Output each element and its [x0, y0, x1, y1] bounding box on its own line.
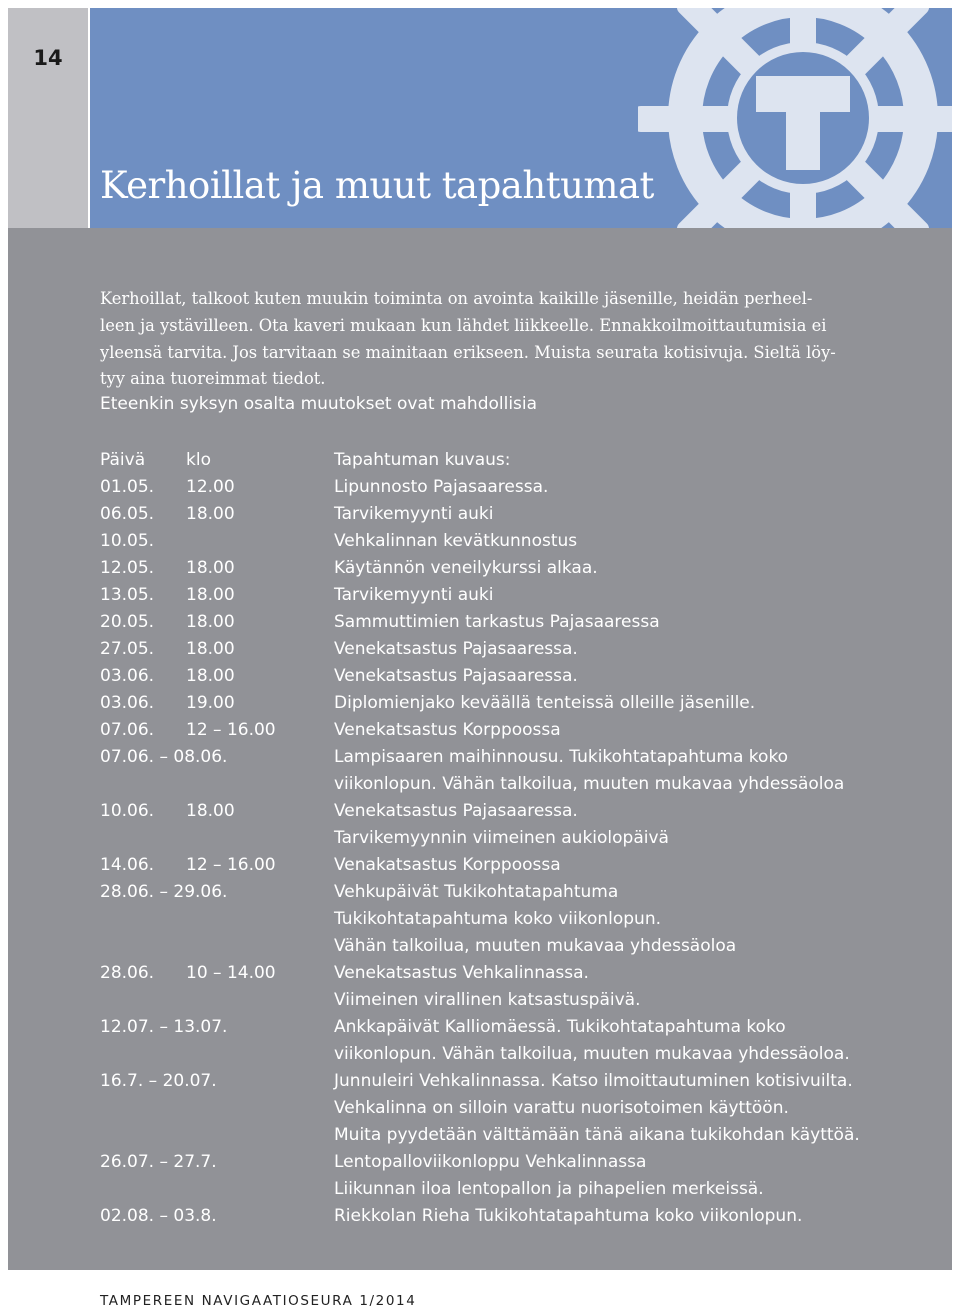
schedule-row: [100, 798, 930, 852]
event-description: Ankkapäivät Kalliomäessä. Tukikohtatapahtuma koko: [334, 1017, 786, 1037]
schedule-row: [100, 555, 930, 582]
event-time: 18.00: [186, 801, 235, 821]
ships-wheel-logo-icon: [638, 8, 952, 228]
event-description: Riekkolan Rieha Tukikohtatapahtuma koko viikonlopun.: [334, 1206, 803, 1226]
event-description: Venekatsastus Korppoossa: [334, 720, 561, 740]
intro-line: yleensä tarvita. Jos tarvitaan se mainitaan erikseen. Muista seurata kotisivuja. Sieltä löy-: [100, 342, 836, 362]
event-date: 01.05.: [100, 477, 155, 497]
event-date: 10.06.: [100, 801, 155, 821]
event-date: 28.06. – 29.06.: [100, 882, 228, 902]
schedule-row: [100, 1014, 930, 1068]
event-date: 16.7. – 20.07.: [100, 1071, 217, 1091]
schedule-header-row: [100, 447, 930, 474]
schedule-row: [100, 609, 930, 636]
schedule-row: [100, 1203, 930, 1230]
event-description: Venekatsastus Pajasaaressa.: [334, 666, 578, 686]
event-description: Vehkalinnan kevätkunnostus: [334, 531, 578, 551]
event-date: 13.05.: [100, 585, 155, 605]
event-date: 12.05.: [100, 558, 155, 578]
event-time: 18.00: [186, 504, 235, 524]
event-description: Vehkalinna on silloin varattu nuorisotoimen käyttöön.: [334, 1098, 789, 1118]
event-description: Muita pyydetään välttämään tänä aikana tukikohdan käyttöä.: [334, 1125, 860, 1145]
page-number: 14: [33, 46, 63, 70]
event-time: 12 – 16.00: [186, 855, 276, 875]
event-description: Tarvikemyynnin viimeinen aukiolopäivä: [334, 828, 669, 848]
event-description: Käytännön veneilykurssi alkaa.: [334, 558, 598, 578]
event-description: Venekatsastus Vehkalinnassa.: [334, 963, 589, 983]
event-description: viikonlopun. Vähän talkoilua, muuten mukavaa yhdessäoloa.: [334, 1044, 850, 1064]
event-description: Junnuleiri Vehkalinnassa. Katso ilmoittautuminen kotisivuilta.: [334, 1071, 853, 1091]
schedule-row: [100, 1068, 930, 1149]
header-description: Tapahtuman kuvaus:: [334, 450, 511, 470]
event-date: 14.06.: [100, 855, 155, 875]
event-description: Lentopalloviikonloppu Vehkalinnassa: [334, 1152, 647, 1172]
intro-paragraph: [100, 286, 930, 393]
schedule-row: [100, 636, 930, 663]
event-description: Tukikohtatapahtuma koko viikonlopun.: [334, 909, 662, 929]
event-description: Lampisaaren maihinnousu. Tukikohtatapahtuma koko: [334, 747, 789, 767]
event-description: Diplomienjako keväällä tenteissä olleille jäsenille.: [334, 693, 756, 713]
schedule-row: [100, 1149, 930, 1203]
event-date: 26.07. – 27.7.: [100, 1152, 217, 1172]
schedule-row: [100, 960, 930, 1014]
event-time: 10 – 14.00: [186, 963, 276, 983]
event-description: Venekatsastus Pajasaaressa.: [334, 639, 578, 659]
event-date: 10.05.: [100, 531, 155, 551]
event-description: viikonlopun. Vähän talkoilua, muuten mukavaa yhdessäoloa: [334, 774, 845, 794]
event-time: 18.00: [186, 585, 235, 605]
footer-publication: TAMPEREEN NAVIGAATIOSEURA 1/2014: [100, 1293, 417, 1309]
event-date: 07.06.: [100, 720, 155, 740]
header-band: [90, 8, 952, 228]
event-date: 20.05.: [100, 612, 155, 632]
event-date: 27.05.: [100, 639, 155, 659]
event-description: Tarvikemyynti auki: [334, 504, 494, 524]
schedule-row: [100, 582, 930, 609]
event-date: 03.06.: [100, 666, 155, 686]
schedule-row: [100, 528, 930, 555]
event-date: 07.06. – 08.06.: [100, 747, 228, 767]
schedule-row: [100, 690, 930, 717]
event-description: Viimeinen virallinen katsastuspäivä.: [334, 990, 641, 1010]
event-description: Tarvikemyynti auki: [334, 585, 494, 605]
event-date: 03.06.: [100, 693, 155, 713]
event-description: Lipunnosto Pajasaaressa.: [334, 477, 549, 497]
event-schedule: [100, 447, 930, 1230]
schedule-row: [100, 717, 930, 744]
schedule-row: [100, 501, 930, 528]
event-date: 12.07. – 13.07.: [100, 1017, 228, 1037]
event-time: 19.00: [186, 693, 235, 713]
event-time: 18.00: [186, 612, 235, 632]
event-time: 18.00: [186, 639, 235, 659]
event-date: 28.06.: [100, 963, 155, 983]
intro-line: tyy aina tuoreimmat tiedot.: [100, 369, 326, 389]
event-description: Sammuttimien tarkastus Pajasaaressa: [334, 612, 660, 632]
schedule-row: [100, 852, 930, 879]
event-time: 18.00: [186, 558, 235, 578]
header-time: klo: [186, 450, 211, 470]
event-time: 12 – 16.00: [186, 720, 276, 740]
header-date: Päivä: [100, 450, 146, 470]
event-description: Venakatsastus Korppoossa: [334, 855, 561, 875]
intro-line: leen ja ystävilleen. Ota kaveri mukaan kun lähdet liikkeelle. Ennakkoilmoittautumisia ei: [100, 315, 827, 335]
event-time: 18.00: [186, 666, 235, 686]
schedule-row: [100, 474, 930, 501]
schedule-row: [100, 744, 930, 798]
notice-text: Eteenkin syksyn osalta muutokset ovat mahdollisia: [100, 394, 538, 414]
intro-line: Kerhoillat, talkoot kuten muukin toiminta on avointa kaikille jäsenille, heidän perheel-: [100, 289, 813, 308]
event-description: Vehkupäivät Tukikohtatapahtuma: [334, 882, 619, 902]
event-description: Vähän talkoilua, muuten mukavaa yhdessäoloa: [334, 936, 737, 956]
schedule-row: [100, 879, 930, 960]
event-date: 02.08. – 03.8.: [100, 1206, 217, 1226]
page-number-tab: [8, 8, 88, 228]
event-time: 12.00: [186, 477, 235, 497]
event-date: 06.05.: [100, 504, 155, 524]
event-description: Liikunnan iloa lentopallon ja pihapelien merkeissä.: [334, 1179, 764, 1199]
schedule-row: [100, 663, 930, 690]
page-title: Kerhoillat ja muut tapahtumat: [100, 164, 654, 207]
event-description: Venekatsastus Pajasaaressa.: [334, 801, 578, 821]
